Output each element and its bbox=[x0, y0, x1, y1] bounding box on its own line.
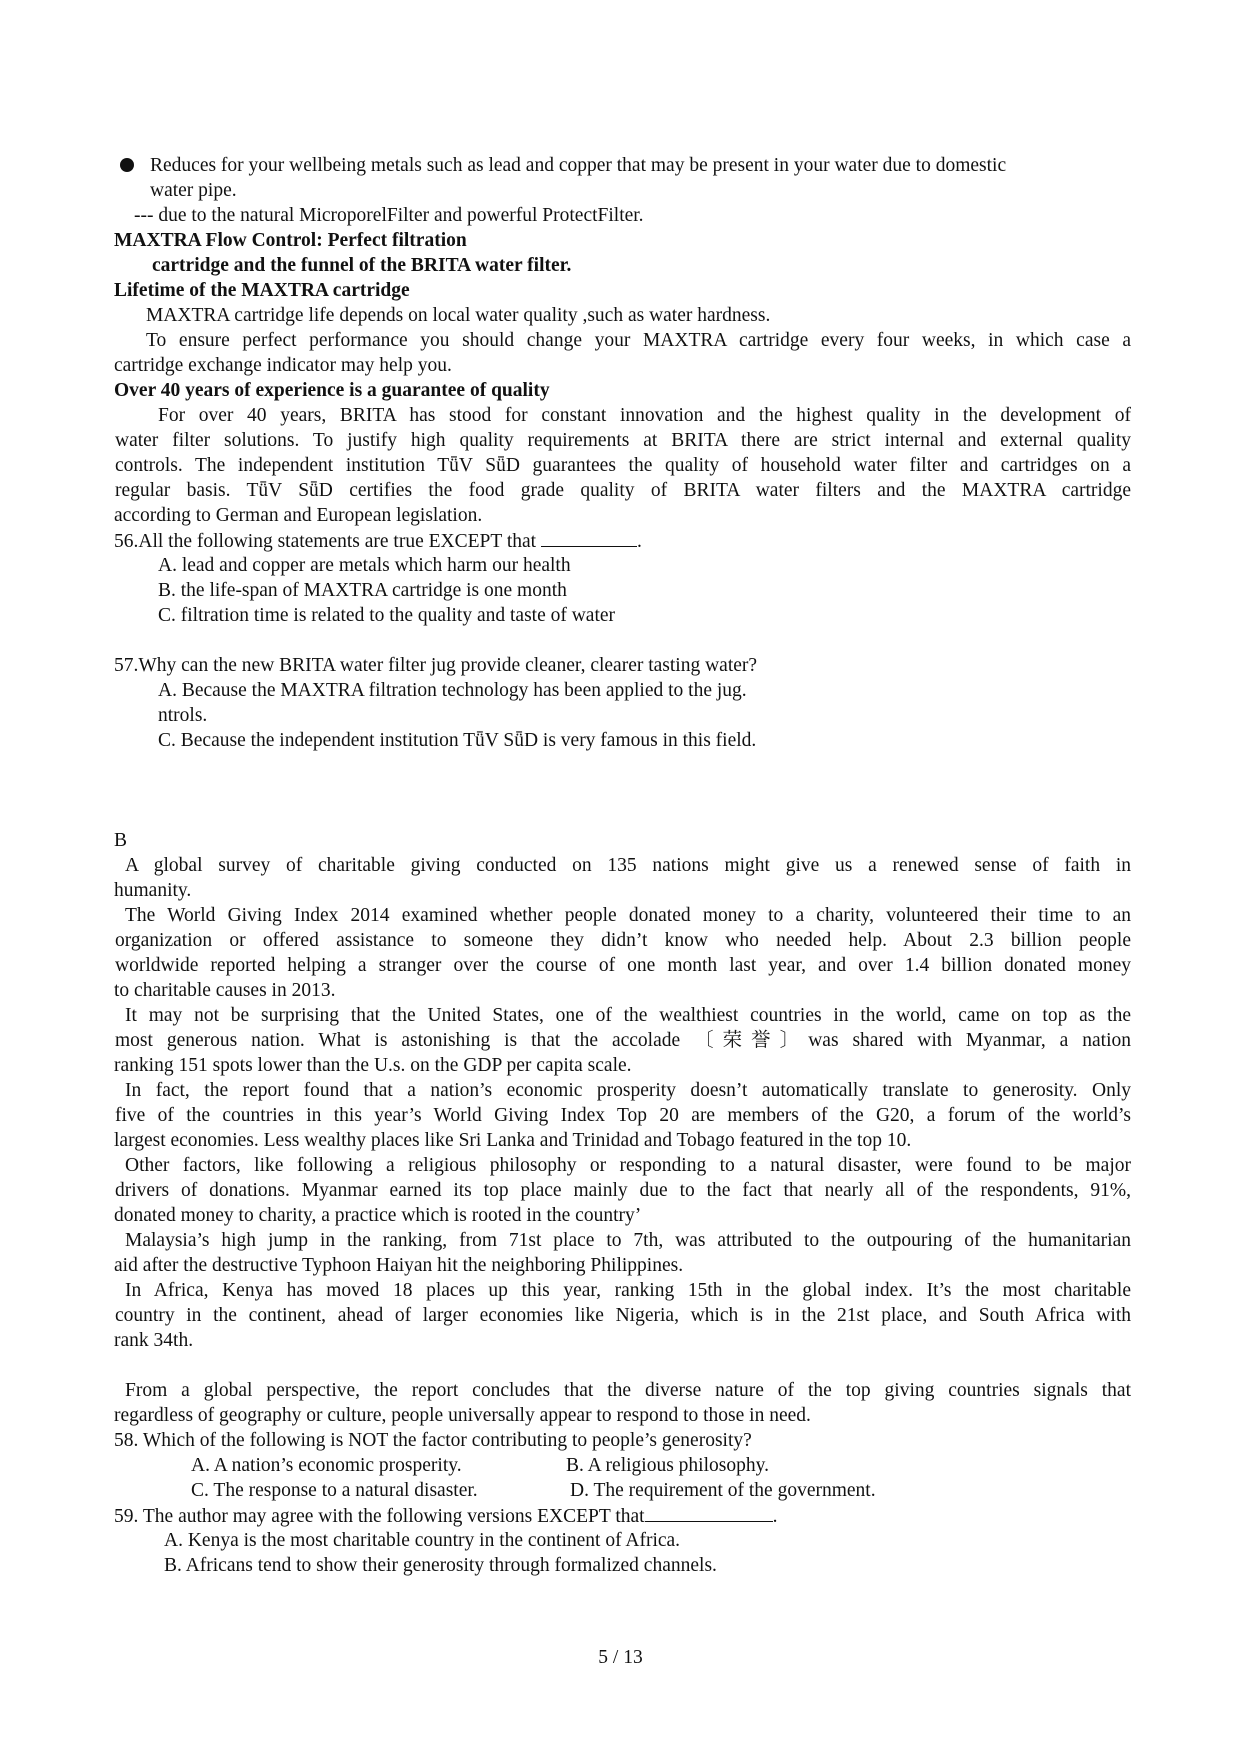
paragraph6-line2: aid after the destructive Typhoon Haiyan hit the neighboring Philippines. bbox=[114, 1255, 684, 1276]
quality-paragraph-line5: according to German and European legislation. bbox=[114, 505, 483, 526]
question-59-option-a: A. Kenya is the most charitable country in the continent of Africa. bbox=[164, 1530, 681, 1551]
paragraph4-line2: five of the countries in this year’s World Giving Index Top 20 are members of the G20, a forum of the world’s bbox=[115, 1105, 1131, 1126]
question-59-stem: 59. The author may agree with the following versions EXCEPT that bbox=[114, 1506, 645, 1527]
paragraph7-line1: In Africa, Kenya has moved 18 places up this year, ranking 15th in the global index. It’s the most charitable bbox=[125, 1280, 1131, 1301]
bullet-dot bbox=[120, 158, 134, 172]
question-58-option-d: D. The requirement of the government. bbox=[570, 1480, 876, 1501]
quality-paragraph-line3: controls. The independent institution TǖV SǖD guarantees the quality of household water filter and cartridges on a bbox=[115, 455, 1131, 476]
question-56-option-b: B. the life-span of MAXTRA cartridge is one month bbox=[158, 580, 567, 601]
paragraph5-line1: Other factors, like following a religious philosophy or responding to a natural disaster, were found to be major bbox=[125, 1155, 1131, 1176]
lifetime-heading: Lifetime of the MAXTRA cartridge bbox=[114, 280, 410, 301]
paragraph5-line2: drivers of donations. Myanmar earned its top place mainly due to the fact that nearly all of the respondents, 91%, bbox=[115, 1180, 1131, 1201]
lifetime-paragraph1: MAXTRA cartridge life depends on local water quality ,such as water hardness. bbox=[146, 305, 771, 326]
paragraph8-line2: regardless of geography or culture, people universally appear to respond to those in need. bbox=[114, 1405, 811, 1426]
paragraph2-line3: worldwide reported helping a stranger over the course of one month last year, and over 1.4 billion donated money bbox=[115, 955, 1131, 976]
paragraph6-line1: Malaysia’s high jump in the ranking, from 71st place to 7th, was attributed to the outpouring of the humanitarian bbox=[125, 1230, 1131, 1251]
paragraph4-line3: largest economies. Less wealthy places like Sri Lanka and Trinidad and Tobago featured in the top 10. bbox=[114, 1130, 912, 1151]
question-59-end: . bbox=[772, 1506, 778, 1527]
quality-paragraph-line2: water filter solutions. To justify high quality requirements at BRITA there are strict internal and external quality bbox=[115, 430, 1131, 451]
question-58-stem: 58. Which of the following is NOT the factor contributing to people’s generosity? bbox=[114, 1430, 752, 1451]
question-58-option-b: B. A religious philosophy. bbox=[566, 1455, 769, 1476]
question-57-option-c: C. Because the independent institution TǖV SǖD is very famous in this field. bbox=[158, 730, 757, 751]
paragraph1-line2: humanity. bbox=[114, 880, 192, 901]
question-59-option-b: B. Africans tend to show their generosity through formalized channels. bbox=[164, 1555, 717, 1576]
paragraph1-line1: A global survey of charitable giving conducted on 135 nations might give us a renewed sense of faith in bbox=[125, 855, 1131, 876]
question-58-option-a: A. A nation’s economic prosperity. bbox=[191, 1455, 462, 1476]
paragraph5-line3: donated money to charity, a practice which is rooted in the country’ bbox=[114, 1205, 642, 1226]
flow-control-heading-line2: cartridge and the funnel of the BRITA water filter. bbox=[152, 255, 572, 276]
quality-heading: Over 40 years of experience is a guarantee of quality bbox=[114, 380, 550, 401]
question-56-stem: 56.All the following statements are true EXCEPT that bbox=[114, 531, 537, 552]
paragraph3-line2: most generous nation. What is astonishing is that the accolade 〔荣誉〕was shared with Myanmar, a nation bbox=[115, 1030, 1131, 1051]
paragraph3-line1: It may not be surprising that the United States, one of the wealthiest countries in the world, came on top as the bbox=[125, 1005, 1131, 1026]
quality-paragraph-line1: For over 40 years, BRITA has stood for constant innovation and the highest quality in the development of bbox=[158, 405, 1131, 426]
question-57-stem: 57.Why can the new BRITA water filter jug provide cleaner, clearer tasting water? bbox=[114, 655, 758, 676]
paragraph3-line3: ranking 151 spots lower than the U.s. on the GDP per capita scale. bbox=[114, 1055, 632, 1076]
question-57-option-a: A. Because the MAXTRA filtration technology has been applied to the jug. bbox=[158, 680, 747, 701]
question-57-fragment: ntrols. bbox=[158, 705, 208, 726]
question-56-option-c: C. filtration time is related to the quality and taste of water bbox=[158, 605, 616, 626]
lifetime-paragraph2-line2: cartridge exchange indicator may help you. bbox=[114, 355, 452, 376]
paragraph7-line2: country in the continent, ahead of larger economies like Nigeria, which is in the 21st place, and South Africa with bbox=[115, 1305, 1131, 1326]
quality-paragraph-line4: regular basis. TǖV SǖD certifies the food grade quality of BRITA water filters and the MAXTRA cartridge bbox=[115, 480, 1131, 501]
section-b-label: B bbox=[114, 830, 128, 851]
question-59 bbox=[114, 1503, 777, 1529]
answer-blank bbox=[645, 1503, 773, 1522]
flow-control-heading-line1: MAXTRA Flow Control: Perfect filtration bbox=[114, 230, 467, 251]
paragraph8-line1: From a global perspective, the report concludes that the diverse nature of the top giving countries signals that bbox=[125, 1380, 1131, 1401]
bullet-text-line2: water pipe. bbox=[150, 180, 237, 201]
question-58-option-c: C. The response to a natural disaster. bbox=[191, 1480, 478, 1501]
question-56-option-a: A. lead and copper are metals which harm our health bbox=[158, 555, 571, 576]
question-56 bbox=[114, 528, 642, 554]
bullet-text-line1: Reduces for your wellbeing metals such as lead and copper that may be present in your water due to domestic bbox=[150, 155, 1007, 176]
lifetime-paragraph2-line1: To ensure perfect performance you should change your MAXTRA cartridge every four weeks, in which case a bbox=[146, 330, 1131, 351]
filter-note: --- due to the natural MicroporelFilter and powerful ProtectFilter. bbox=[134, 205, 644, 226]
question-56-end: . bbox=[636, 531, 642, 552]
page-number: 5 / 13 bbox=[598, 1647, 643, 1668]
paragraph2-line4: to charitable causes in 2013. bbox=[114, 980, 336, 1001]
answer-blank bbox=[541, 528, 637, 547]
paragraph7-line3: rank 34th. bbox=[114, 1330, 194, 1351]
paragraph2-line2: organization or offered assistance to someone they didn’t know who needed help. About 2.3 billion people bbox=[115, 930, 1131, 951]
paragraph2-line1: The World Giving Index 2014 examined whether people donated money to a charity, volunteered their time to an bbox=[125, 905, 1131, 926]
paragraph4-line1: In fact, the report found that a nation’s economic prosperity doesn’t automatically translate to generosity. Only bbox=[125, 1080, 1131, 1101]
